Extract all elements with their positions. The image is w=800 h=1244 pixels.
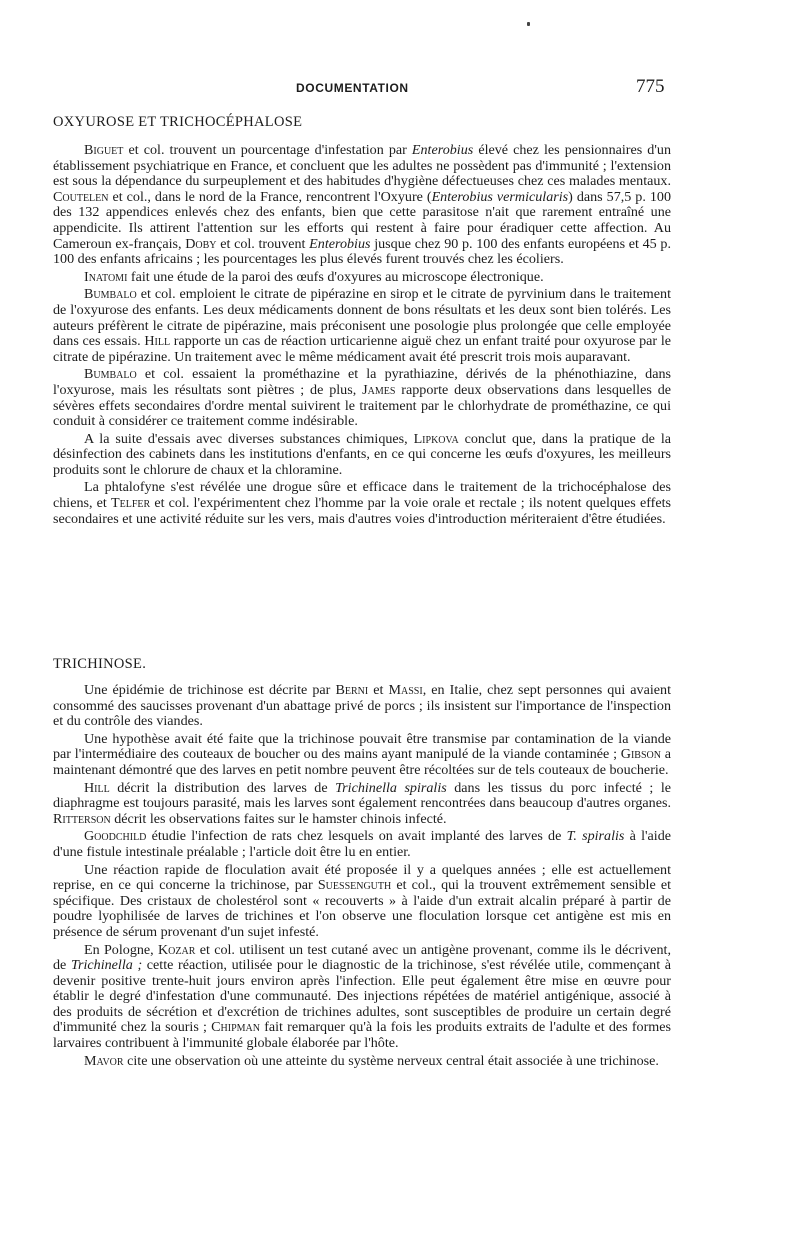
italic-term: Trichinella spiralis — [335, 779, 447, 796]
paragraph — [53, 829, 671, 860]
text-run: cette réaction, utilisée pour le diagnostic de la trichinose, s'est révélée utile, commençant à devenir positive trente-huit jours environ après l'infection. Elle peut également être mise en œuvre pour établir le degré d'infestation d'une communauté. Des injections répétées de matériel antigénique, associé à des produits de sécrétion et d'excrétion de trichines adultes, sont susceptibles de produire un certain degré d'immunité chez la souris ; — [53, 957, 672, 1036]
author-name: Lipkova — [413, 430, 459, 447]
paragraph — [53, 143, 671, 268]
text-run: rapporte un cas de réaction urticarienne aiguë chez un enfant traité pour oxyurose par le citrate de pipérazine. Un traitement avec le même médicament avait été prescrit trois mois auparavant. — [53, 333, 671, 365]
paragraph — [53, 1054, 671, 1070]
author-name: Chipman — [211, 1019, 260, 1036]
paragraph — [53, 943, 671, 1052]
paragraph — [53, 287, 671, 365]
page-number: 775 — [636, 76, 665, 97]
text-run: et col. emploient le citrate de pipérazine en sirop et le citrate de pyrvinium dans le traitement de l'oxyurose des enfants. Les deux médicaments donnent de bons résultats et les deux sont bien tolérés. Les auteurs préfèrent le citrate de pipérazine, mais préconisent une posologie plus prolongée que celle employée dans ces essais. — [53, 286, 671, 350]
text-run: et col. utilisent un test cutané avec un antigène provenant, comme ils le décrivent, de — [53, 941, 671, 974]
author-name: Hill — [144, 333, 171, 350]
paragraph — [53, 683, 671, 730]
section-body-oxyurose — [53, 143, 671, 529]
author-name: Massi — [388, 682, 423, 698]
author-name: Inatomi — [84, 268, 128, 285]
italic-term: Enterobius — [309, 235, 371, 252]
author-name: Ritterson — [53, 810, 111, 827]
text-run: élevé chez les pensionnaires d'un établissement psychiatrique en France, et concluent que les adultes ne possèdent pas d'immunité ; l'extension est sous la dépendance du surpeuplement et des habitudes d'hygiène défectueuses chez ces malades mentaux. — [53, 142, 671, 190]
running-header — [0, 76, 800, 100]
text-run: rapporte deux observations dans lesquelles de sévères effets secondaires d'ordre mental suivirent le traitement par le chlorhydrate de prométhazine, ce qui conduit à considérer ce traitement comme indésirable. — [53, 381, 671, 430]
italic-term: Enterobius — [411, 142, 474, 158]
text-run: et col. l'expérimentent chez l'homme par la voie orale et rectale ; ils notent quelques effets secondaires et une activité réduite sur les vers, mais d'autres voies d'introduction mériteraient d'être étudiées. — [53, 495, 671, 527]
paragraph — [53, 432, 671, 479]
running-header-title: DOCUMENTATION — [296, 81, 409, 95]
author-name: Kozar — [158, 941, 196, 958]
italic-term: Enterobius vermicularis — [431, 188, 569, 205]
text-run: cite une observation où une atteinte du système nerveux central était associée à une trichinose. — [123, 1052, 659, 1069]
section-title-trichinose: TRICHINOSE. — [53, 656, 147, 672]
author-name: Mavor — [84, 1052, 124, 1069]
text-run: A la suite d'essais avec diverses substances chimiques, — [84, 430, 414, 447]
text-run: fait une étude de la paroi des œufs d'oxyures au microscope électronique. — [127, 268, 544, 285]
author-name: Doby — [185, 235, 217, 252]
paragraph — [53, 480, 671, 527]
text-run: ) dans 57,5 p. 100 des 132 appendices enlevés chez des enfants, bien que cette parasitose n'ait que rarement entraîné une appendicite. Ils attirent l'attention sur les efforts qui restent à faire pour éradiquer cette affection. Au Cameroun ex-français, — [53, 188, 671, 252]
text-run: Une réaction rapide de floculation avait été proposée il y a quelques années ; elle est actuellement reprise, en ce qui concerne la trichinose, par — [53, 861, 671, 894]
author-name: Bumbalo — [84, 366, 137, 383]
paragraph — [53, 781, 671, 828]
text-run: fait remarquer qu'à la fois les produits extraits de l'adulte et des formes larvaires contribuent à l'immunité globale élaborée par l'hôte. — [53, 1019, 671, 1052]
italic-term: T. spiralis — [566, 828, 625, 845]
text-run: En Pologne, — [84, 941, 158, 958]
author-name: James — [362, 381, 396, 398]
text-run: dans les tissus du porc infecté ; le diaphragme est toujours parasité, mais les larves sont également rencontrées dans beaucoup d'autres organes. — [53, 779, 671, 812]
text-run: Une hypothèse avait été faite que la trichinose pouvait être transmise par contamination de la viande par l'intermédiaire des couteaux de boucher ou des mains ayant manipulé de la viande contaminée ; — [53, 730, 671, 763]
author-name: Berni — [335, 682, 369, 698]
author-name: Bumbalo — [84, 286, 137, 303]
text-run: à l'aide d'une fistule intestinale préalable ; l'article doit être lu en entier. — [53, 828, 671, 860]
author-name: Goodchild — [84, 828, 147, 845]
paragraph — [53, 270, 671, 286]
text-run: et col., dans le nord de la France, rencontrent l'Oxyure ( — [108, 188, 432, 205]
text-run: et col., qui la trouvent extrêmement sensible et spécifique. Des cristaux de cholestérol sont « recouverts » à l'aide d'un extrait alcalin préparé à partir de poudre lyophilisée de larves de trichines et l'on observe une floculation lorsque cet antigène est mis en présence de sérum provenant d'un sujet infesté. — [53, 877, 671, 940]
author-name: Gibson — [620, 746, 661, 763]
italic-term: Trichinella ; — [70, 957, 143, 974]
section-title-oxyurose: OXYUROSE ET TRICHOCÉPHALOSE — [53, 114, 303, 130]
author-name: Biguet — [84, 142, 124, 158]
author-name: Telfer — [111, 495, 151, 512]
text-run: et col. essaient la prométhazine et la pyrathiazine, dérivés de la phénothiazine, dans l'oxyurose, mais les résultats sont piètres ; de plus, — [53, 366, 671, 398]
text-run: et col. trouvent un pourcentage d'infestation par — [123, 142, 412, 158]
text-run: et — [368, 682, 389, 698]
paragraph — [53, 863, 671, 941]
text-run: conclut que, dans la pratique de la désinfection des cabinets dans les institutions d'enfants, en ce qui concerne les œufs d'oxyures, les meilleurs produits sont le chlorure de chaux et la chloramine. — [53, 430, 671, 478]
text-run: et col. trouvent — [216, 235, 310, 252]
section-body-trichinose — [53, 683, 671, 1071]
text-run: jusque chez 90 p. 100 des enfants européens et 45 p. 100 des enfants africains ; les pourcentages les plus élevés furent trouvés chez les écoliers. — [53, 235, 671, 268]
print-speck — [527, 22, 530, 26]
author-name: Suessenguth — [317, 877, 392, 894]
text-run: Une épidémie de trichinose est décrite par — [84, 682, 336, 698]
text-run: , en Italie, chez sept personnes qui avaient consommé des saucisses provenant d'un abattage privé de porcs ; ils insistent sur l'importance de l'inspection et du contrôle des viandes. — [53, 682, 671, 730]
author-name: Coutelen — [53, 188, 109, 205]
text-run: étudie l'infection de rats chez lesquels on avait implanté des larves de — [146, 828, 567, 845]
author-name: Hill — [84, 779, 110, 796]
text-run: décrit les observations faites sur le hamster chinois infecté. — [110, 810, 447, 827]
paragraph — [53, 732, 671, 779]
paragraph — [53, 367, 671, 429]
text-run: décrit la distribution des larves de — [109, 779, 336, 796]
text-run: a maintenant démontré que des larves en petit nombre peuvent être récoltées sur de tels couteaux de boucherie. — [53, 746, 672, 778]
text-run: La phtalofyne s'est révélée une drogue sûre et efficace dans le traitement de la trichocéphalose des chiens, et — [53, 479, 671, 512]
